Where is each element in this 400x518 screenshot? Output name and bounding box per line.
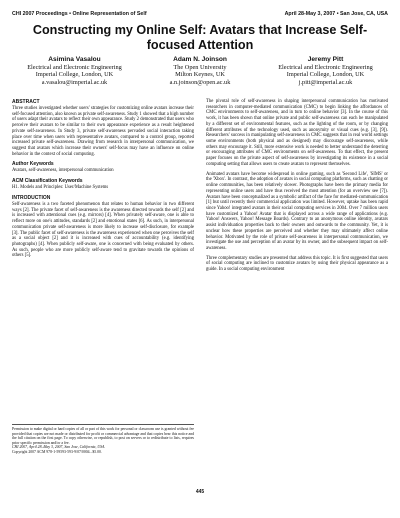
author-name: Jeremy Pitt (307, 56, 344, 63)
introduction-heading: INTRODUCTION (12, 194, 51, 201)
abstract-text: Three studies investigated whether users' strategies for customizing online avatars increase their self-focused attention, also known as private self-awareness. Study 1 showed that a high number of users adapt their avatars to reflect their own appearance. Study 2 demonstrated that users who perceive their avatars to be similar to their own appearance experience as a result heightened private self-awareness. In Study 3, private self-awareness pervaded social interaction taking place over time when users with representative avatars, compared to a control group, reported increased private self-awareness. Drawing from research in interpersonal communication, we suggest that avatars which increase their owners' self-focus may have an influence on online behavior in the context of social computing. (12, 106, 194, 157)
author-name: Asimina Vasalou (48, 56, 101, 63)
acm-text: H1. Models and Principles: User/Machine Systems (12, 185, 109, 191)
permission-text: Permission to make digital or hard copies of all or part of this work for personal or classroom use is granted without fee provided that copies are not made or distributed for profit or commercial advantage and that copies bear this notice and the full citation on the first page. To copy otherwise, or republish, to post on servers or to redistribute to lists, requires prior specific permission and/or a fee. (12, 427, 194, 445)
keywords-heading: Author Keywords (12, 161, 54, 168)
author-block (12, 56, 388, 86)
right-column (206, 99, 388, 277)
author-email: a.vasalou@imperial.ac.uk (41, 78, 108, 86)
paper-title: Constructing my Online Self: Avatars that Increase Self-focused Attention (32, 23, 368, 52)
body-paragraph: Three complementary studies are presented that address this topic. It is first suggested that users of social computing are inclined to customize avatars by using their physical appearance as a guide. In a social computing environment (206, 255, 388, 273)
body-paragraph: The pivotal role of self-awareness in shaping interpersonal communication has motivated researchers in computer-mediated communication (CMC) to begin linking the affordances of CMC environments to self-awareness, and in turn to online behavior [3]. In the course of this work, it has been shown that online private and public self-awareness can each be manipulated by a different set of environmental features, such as the lighting of the room, or by changing different attributes of the technology used, such as anonymity or visual cues (e.g. [3], [9]). Researchers' success in manipulating self-awareness in CMC suggests that in real world settings some environments (both physical and as designed) may discourage self-awareness, while others may encourage it. Still, more extensive work is needed to better understand the deterring or encouraging attributes of CMC environments on self-awareness. To that effect, the present paper focuses on the private aspect of self-awareness by investigating its existence in a social computing setting that allows users to create avatars to represent themselves. (206, 99, 388, 167)
author-email: j.pitt@imperial.ac.uk (298, 78, 353, 86)
author-affiliation: Electrical and Electronic Engineering (278, 63, 373, 71)
author-organization: Milton Keynes, UK (175, 71, 225, 79)
author-organization: Imperial College, London, UK (35, 71, 114, 79)
body-paragraph: Animated avatars have become widespread in online gaming, such as 'Second Life', 'SIMS' or the 'Xbox'. In contrast, the adoption of avatars in social computing platforms, such as chatting or online communities, has been relatively slower. Photographs have been the primary media for representing online users and have thus received the most attention (for an overview see [7]). Avatars have been conceptualized as a symbolic artifact of the face for mediated-communication [1] but until recently their commercial application was limited. However, uptake has been rapid since Yahoo! integrated avatars in their social computing services in 2004. Over 7 million users have customized a Yahoo! Avatar that is displayed across a wide range of applications (e.g. Yahoo! Answers, Yahoo! Message Boards). Contrary to an anonymous online identity, avatars assist individuation properties back to their owners and outwards to the community. Yet, it is unclear how these properties are perceived and whether they may ultimately affect online behavior. Motivated by the role of private self-awareness in interpersonal communication, we investigate the use and perception of an avatar by its owner, and the subsequent impact on self-awareness. (206, 171, 388, 251)
author-3 (263, 56, 388, 86)
author-name: Adam N. Joinson (173, 56, 227, 63)
author-2 (138, 56, 263, 86)
abstract-heading: ABSTRACT (12, 99, 40, 105)
left-column (12, 99, 194, 263)
copyright-footnote (12, 424, 194, 454)
author-affiliation: The Open University (173, 63, 227, 71)
page-number: 445 (195, 489, 205, 495)
running-header-left: CHI 2007 Proceedings • Online Representation of Self (12, 11, 147, 17)
introduction-paragraph: Self-awareness is a two faceted phenomenon that relates to human behavior in two different ways [2]. The private facet of self-awareness is the awareness directed towards the self [2] and is increased with attentional cues (e.g. mirrors) [4]. When privately self-aware, one is able to reflect more on one's attitudes, standards [2] and emotional states [6]. As such, in interpersonal communication private self-awareness is more likely to increase self-disclosure, for example [3]. The public facet of self-awareness is the awareness experienced when one perceives the self as a social object [2] and it is increased with cues of accountability (e.g. identifying photographs) [4]. When publicly self-aware, one is concerned with being evaluated by others. As such, people who are more publicly self-aware tend to gravitate towards the opinions of others [5]. (12, 201, 194, 259)
author-1 (12, 56, 137, 86)
copyright-line: Copyright 2007 ACM 978-1-59593-593-9/07/0004...$5.00. (12, 449, 102, 454)
venue-line: CHI 2007, April 28–May 3, 2007, San Jose, California, USA. (12, 445, 106, 450)
author-affiliation: Electrical and Electronic Engineering (27, 63, 122, 71)
acm-heading: ACM Classification Keywords (12, 178, 83, 185)
running-header-right: April 28-May 3, 2007 • San Jose, CA, USA (284, 11, 388, 17)
author-organization: Imperial College, London, UK (286, 71, 365, 79)
author-email: a.n.joinson@open.ac.uk (169, 78, 231, 86)
keywords-text: Avatars, self-awareness, interpersonal communication (12, 168, 114, 174)
